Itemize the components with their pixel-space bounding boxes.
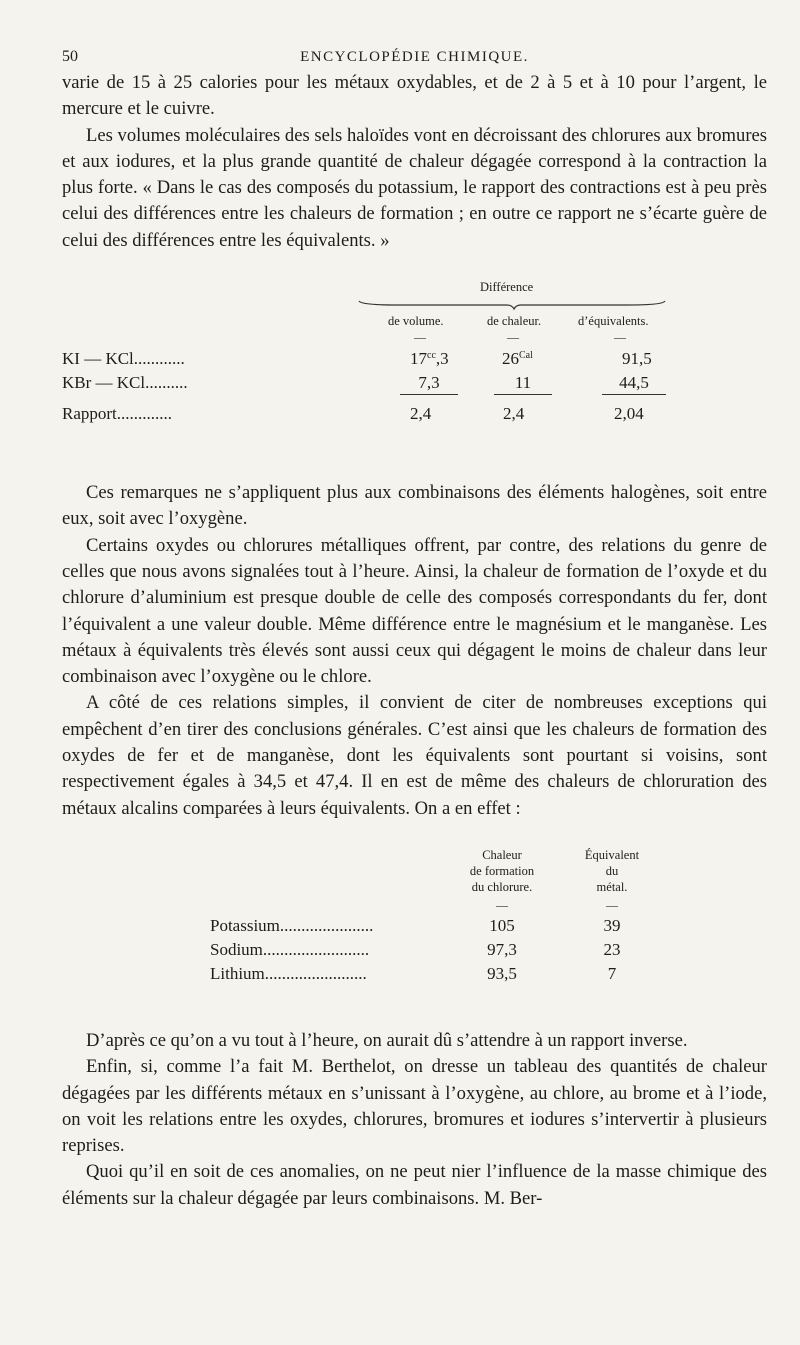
cell-volume: 7,3 — [400, 373, 458, 395]
paragraph-8: Quoi qu’il en soit de ces anomalies, on ne peut nier l’influence de la masse chimique des éléments sur la chaleur dégagée par leurs combinaisons. M. Ber- — [62, 1161, 767, 1209]
cell-equiv-sodium: 23 — [603, 939, 621, 959]
col1-header-line1: Chaleur — [482, 847, 522, 862]
col2-header-line2: du — [605, 863, 619, 878]
dash-heat: — — [507, 330, 519, 345]
col1-header-line2: de formation — [469, 863, 535, 878]
cell-ratio-equiv: 2,04 — [614, 404, 644, 424]
dash-col2: — — [606, 897, 618, 912]
cell-heat-lithium: 93,5 — [487, 963, 517, 983]
paragraph-1: varie de 15 à 25 calories pour les métaux oxydables, et de 2 à 5 et à 10 pour l’argent, le mercure et le cuivre. — [62, 72, 767, 120]
cell-ratio-volume: 2,4 — [410, 404, 432, 424]
group-header-difference: Différence — [480, 280, 534, 295]
col2-header-line1: Équivalent — [584, 847, 640, 862]
paragraph-5: A côté de ces relations simples, il convient de citer de nombreuses exceptions qui empêchent d’en tirer des conclusions générales. C’est ainsi que les chaleurs de formation des oxydes de fer et de manganèse, dont les équivalents sont pourtant si voisins, sont respectivement égales à 34,5 et 47,4. Il en est de même des chaleurs de chloruration des métaux alcalins comparées à leurs équivalents. On a en effet : — [62, 692, 767, 819]
cell-heat: $26^{Cal}$ — [502, 349, 533, 369]
cell-heat: 11 — [494, 373, 552, 395]
row-label-lithium: Lithium........................ — [210, 963, 367, 983]
cell-equiv: 44,5 — [602, 373, 666, 395]
col-header-volume: de volume. — [388, 314, 444, 329]
dash-col1: — — [496, 897, 508, 912]
row-label-sodium: Sodium......................... — [210, 939, 370, 959]
paragraph-3: Ces remarques ne s’appliquent plus aux combinaisons des éléments halogènes, soit entre eux, soit avec l’oxygène. — [62, 482, 767, 530]
table-chloride-heat — [62, 840, 767, 1018]
cell-ratio-heat: 2,4 — [503, 404, 525, 424]
paragraph-7: Enfin, si, comme l’a fait M. Berthelot, on dresse un tableau des quantités de chaleur dégagées par les différents métaux en s’unissant à l’oxygène, au chlore, au brome et à l’iode, on voit les relations entre les oxydes, chlorures, bromures et iodures s’intervertir à plusieurs reprises. — [62, 1056, 767, 1157]
paragraph-2: Les volumes moléculaires des sels haloïdes vont en décroissant des chlorures aux bromures et aux iodures, et la plus grande quantité de chaleur dégagée correspond à la contraction la plus forte. « Dans le cas des composés du potassium, le rapport des contractions est à peu près celui des différences entre les chaleurs de formation ; en outre ce rapport ne s’écarte guère de celui des différences entre les équivalents. » — [62, 124, 767, 251]
col-header-heat: de chaleur. — [487, 314, 542, 329]
cell-heat-sodium: 97,3 — [487, 939, 517, 959]
table-differences — [62, 272, 767, 480]
cell-volume: $17^{cc},3$ — [410, 349, 449, 369]
page — [62, 40, 767, 1212]
header-brace — [357, 299, 667, 311]
row-label-rapport: Rapport............. — [62, 404, 173, 424]
col2-header-line3: métal. — [596, 879, 628, 894]
cell-equiv: 91,5 — [622, 349, 652, 369]
row-label-potassium: Potassium...................... — [210, 915, 374, 935]
row-label-ki-kcl: KI — KCl............ — [62, 349, 185, 369]
cell-heat-potassium: 105 — [489, 915, 515, 935]
running-title: ENCYCLOPÉDIE CHIMIQUE. — [300, 49, 529, 65]
page-number: 50 — [62, 48, 78, 65]
cell-equiv-lithium: 7 — [607, 963, 617, 983]
row-label-kbr-kcl: KBr — KCl.......... — [62, 373, 188, 393]
paragraph-4: Certains oxydes ou chlorures métalliques offrent, par contre, des relations du genre de celles que nous avons signalées tout à l’heure. Ainsi, la chaleur de formation de l’oxyde et du chlorure d’aluminium est presque double de celle des composés correspondants du fer, dont l’équivalent a une valeur double. Même différence entre le magnésium et le manganèse. Les métaux à équivalents très élevés sont aussi ceux qui dégagent le moins de chaleur dans leur combinaison avec l’oxygène ou le chlore. — [62, 534, 767, 688]
col-header-equivalents: d’équivalents. — [578, 314, 649, 329]
paragraph-6: D’après ce qu’on a vu tout à l’heure, on aurait dû s’attendre à un rapport inverse. — [86, 1029, 688, 1051]
col1-header-line3: du chlorure. — [471, 879, 533, 894]
cell-equiv-potassium: 39 — [603, 915, 621, 935]
dash-equivalents: — — [614, 330, 626, 345]
dash-volume: — — [414, 330, 426, 345]
running-header — [62, 40, 767, 70]
